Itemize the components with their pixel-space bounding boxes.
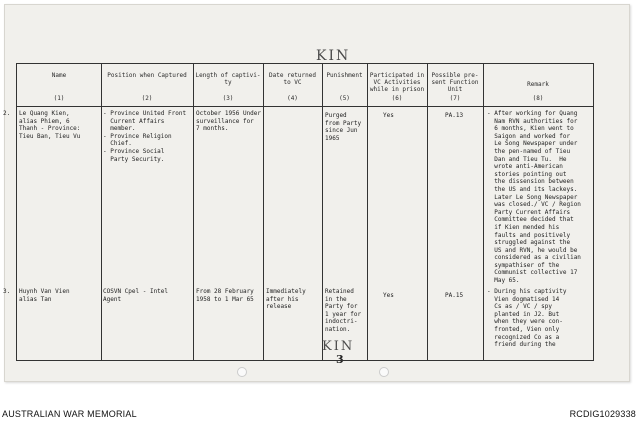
footer-record-id: RCDIG1029338 [569, 409, 636, 419]
header-position: Position when Captured [107, 72, 187, 79]
cell-length: October 1956 Under surveillance for 7 months. [196, 110, 262, 133]
column-divider [367, 64, 368, 360]
header-rule [17, 106, 593, 107]
row-index: 3. [3, 288, 11, 295]
handwritten-kin: KIN [322, 339, 355, 354]
cell-remark: - During his captivity Vien dogmatised 14 Cs as / VC / spy planted in J2. But when they were con- fronted, Vien only recognized Co as a friend during the [487, 288, 567, 349]
column-number: (5) [339, 95, 350, 102]
column-divider [483, 64, 484, 360]
header-function: Possible pre- sent Function Unit [431, 72, 479, 93]
cell-name: Le Quang Kien, alias Phiem, 6 Thanh - Province: Tieu Ban, Tieu Vu [19, 110, 81, 140]
cell-remark: - After working for Quang Nam RVN authorities for 6 months, Kien went to Saigon and worked for Le Song Newspaper under the pen-named of Tieu Dan and Tieu Tu. He wrote anti-American stories pointing out the dissension between the US and its lackeys. Later Le Song Newspaper was closed./ VC / Region Party Current Affairs Committee decided that if Kien mended his faults and positively struggled against the US and RVN, he would be considered as a civilian sympathiser of the Communist collective 17 May 65. [487, 110, 581, 285]
punch-hole [237, 367, 247, 377]
cell-function: PA.15 [445, 292, 464, 299]
header-returned: Date returned to VC [269, 72, 316, 86]
header-remark: Remark [527, 81, 549, 88]
header-participated: Participated in VC Activities while in prison [369, 72, 425, 93]
column-number: (6) [391, 95, 403, 102]
cell-name: Huynh Van Vien alias Tan [19, 288, 70, 303]
column-divider [193, 64, 194, 360]
handwritten-annotation-top: KIN [316, 48, 351, 64]
cell-punishment: Retained in the Party for 1 year for indoctri- nation. [325, 288, 362, 333]
column-number: (4) [287, 95, 298, 102]
column-divider [263, 64, 264, 360]
column-number: (2) [141, 95, 153, 102]
column-number: (8) [532, 95, 544, 102]
cell-participated: Yes [383, 112, 394, 119]
column-divider [322, 64, 323, 360]
column-number: (1) [53, 95, 65, 102]
footer-credit: AUSTRALIAN WAR MEMORIAL [2, 409, 137, 419]
cell-position: COSVN Cpel - Intel Agent [103, 288, 169, 303]
header-name: Name [51, 72, 67, 79]
column-number: (3) [222, 95, 234, 102]
cell-function: PA.13 [445, 112, 464, 119]
row-index: 2. [3, 110, 11, 117]
cell-participated: Yes [383, 292, 394, 299]
column-divider [427, 64, 428, 360]
column-number: (7) [449, 95, 461, 102]
header-length: Length of captivi- ty [195, 72, 261, 86]
prisoner-table [3, 63, 594, 361]
cell-position: - Province United Front Current Affairs member. - Province Religion Chief. - Province Social Party Security. [103, 110, 187, 163]
column-divider [101, 64, 102, 360]
cell-punishment: Purged from Party since Jun 1965 [325, 112, 362, 142]
cell-returned: Immediately after his release [266, 288, 306, 311]
header-punishment: Punishment [326, 72, 363, 79]
punch-hole [379, 367, 389, 377]
cell-length: From 28 February 1958 to 1 Mar 65 [196, 288, 254, 303]
page-number: 3 [336, 353, 346, 366]
